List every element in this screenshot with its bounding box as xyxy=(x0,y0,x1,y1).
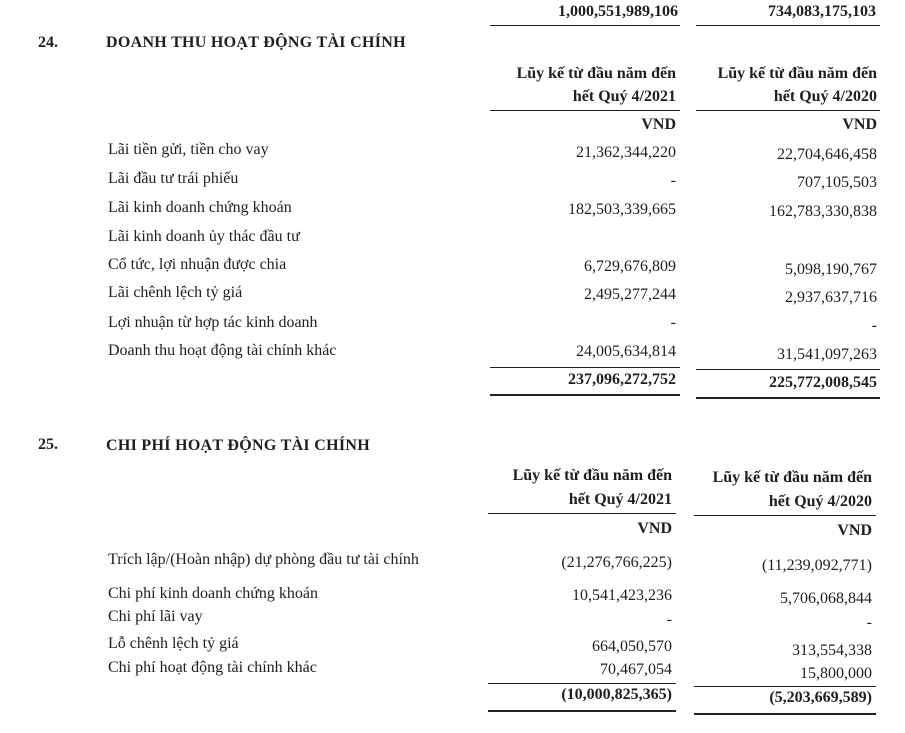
s24-row-2020: 5,098,190,767 xyxy=(785,261,877,278)
s24-header-underline-2020 xyxy=(696,110,880,111)
s24-row-label: Cổ tức, lợi nhuận được chia xyxy=(108,256,287,273)
s25-row-2021: - xyxy=(666,611,672,628)
s24-total-2020: 225,772,008,545 xyxy=(769,374,877,391)
s25-row-2020: (11,239,092,771) xyxy=(761,557,872,574)
section-24-number: 24. xyxy=(38,34,58,51)
s24-row-2020: 22,704,646,458 xyxy=(777,146,877,163)
s24-row-2020: - xyxy=(871,317,877,334)
top-total-underline-2020 xyxy=(696,25,880,26)
s24-row-2020: 2,937,637,716 xyxy=(785,289,877,306)
section-24-title: DOANH THU HOẠT ĐỘNG TÀI CHÍNH xyxy=(106,34,406,51)
top-total-2021: 1,000,551,989,106 xyxy=(558,3,678,20)
s25-col-2020-header-line1: Lũy kế từ đầu năm đến xyxy=(712,469,872,486)
s25-col-2020-header-line2: hết Quý 4/2020 xyxy=(768,493,872,510)
s25-unit-2020: VND xyxy=(837,522,872,539)
section-25-title: CHI PHÍ HOẠT ĐỘNG TÀI CHÍNH xyxy=(106,437,370,454)
s25-total-2020: (5,203,669,589) xyxy=(769,689,872,706)
s25-total-topline-2021 xyxy=(488,683,676,684)
s24-total-topline-2021 xyxy=(490,367,680,368)
s24-col-2020-header-line2: hết Quý 4/2020 xyxy=(773,88,877,105)
s24-row-2020: 31,541,097,263 xyxy=(777,346,877,363)
s25-row-2020: 5,706,068,844 xyxy=(780,590,872,607)
top-total-underline-2021 xyxy=(490,25,680,26)
s24-total-2021: 237,096,272,752 xyxy=(568,371,676,388)
s24-row-label: Doanh thu hoạt động tài chính khác xyxy=(108,342,337,359)
s24-row-2021: 6,729,676,809 xyxy=(584,258,676,275)
s25-total-2021: (10,000,825,365) xyxy=(561,686,672,703)
s24-unit-2021: VND xyxy=(641,116,676,133)
s24-row-2021: 2,495,277,244 xyxy=(584,286,676,303)
s24-total-underline-2020 xyxy=(696,397,880,399)
s24-row-label: Lãi tiền gửi, tiền cho vay xyxy=(108,141,269,158)
s25-total-topline-2020 xyxy=(694,686,876,687)
s24-col-2021-header-line2: hết Quý 4/2021 xyxy=(572,88,676,105)
s24-total-underline-2021 xyxy=(490,394,680,396)
s25-row-2020: 313,554,338 xyxy=(792,642,872,659)
s24-row-2020: 707,105,503 xyxy=(797,174,877,191)
s25-col-2021-header-line2: hết Quý 4/2021 xyxy=(568,491,672,508)
s24-row-2021: 24,005,634,814 xyxy=(576,343,676,360)
s25-row-2021: 10,541,423,236 xyxy=(572,587,672,604)
s25-header-underline-2021 xyxy=(488,513,676,514)
s24-col-2021-header-line1: Lũy kế từ đầu năm đến xyxy=(516,65,676,82)
s24-row-label: Lãi đầu tư trái phiếu xyxy=(108,170,239,187)
s25-row-2021: 664,050,570 xyxy=(592,638,672,655)
top-total-2020: 734,083,175,103 xyxy=(768,3,876,20)
s24-row-label: Lãi kinh doanh chứng khoán xyxy=(108,199,292,216)
s25-total-underline-2021 xyxy=(488,710,676,712)
s24-header-underline-2021 xyxy=(490,110,680,111)
s25-row-2021: (21,276,766,225) xyxy=(561,554,672,571)
s24-row-label: Lợi nhuận từ hợp tác kinh doanh xyxy=(108,314,318,331)
s24-row-label: Lãi kinh doanh ủy thác đầu tư xyxy=(108,228,300,245)
s25-row-2021: 70,467,054 xyxy=(600,661,672,678)
s25-row-label: Chi phí kinh doanh chứng khoán xyxy=(108,585,318,602)
s24-row-2021: 182,503,339,665 xyxy=(568,201,676,218)
s24-col-2020-header-line1: Lũy kế từ đầu năm đến xyxy=(717,65,877,82)
s25-row-label: Lỗ chênh lệch tỷ giá xyxy=(108,635,239,652)
s24-row-2020: 162,783,330,838 xyxy=(769,203,877,220)
s24-row-2021: - xyxy=(670,172,676,189)
s25-total-underline-2020 xyxy=(694,713,876,715)
s24-row-2021: - xyxy=(670,314,676,331)
s25-unit-2021: VND xyxy=(637,520,672,537)
s24-total-topline-2020 xyxy=(696,369,880,370)
s24-row-label: Lãi chênh lệch tỷ giá xyxy=(108,284,243,301)
section-25-number: 25. xyxy=(38,436,58,453)
s25-header-underline-2020 xyxy=(694,515,876,516)
s24-row-2021: 21,362,344,220 xyxy=(576,144,676,161)
s25-row-2020: - xyxy=(866,614,872,631)
s24-unit-2020: VND xyxy=(842,116,877,133)
s25-row-label: Trích lập/(Hoàn nhập) dự phòng đầu tư tài chính xyxy=(108,551,419,568)
s25-row-label: Chi phí lãi vay xyxy=(108,608,203,625)
s25-row-label: Chi phí hoạt động tài chính khác xyxy=(108,659,317,676)
s25-row-2020: 15,800,000 xyxy=(800,665,872,682)
s25-col-2021-header-line1: Lũy kế từ đầu năm đến xyxy=(512,467,672,484)
